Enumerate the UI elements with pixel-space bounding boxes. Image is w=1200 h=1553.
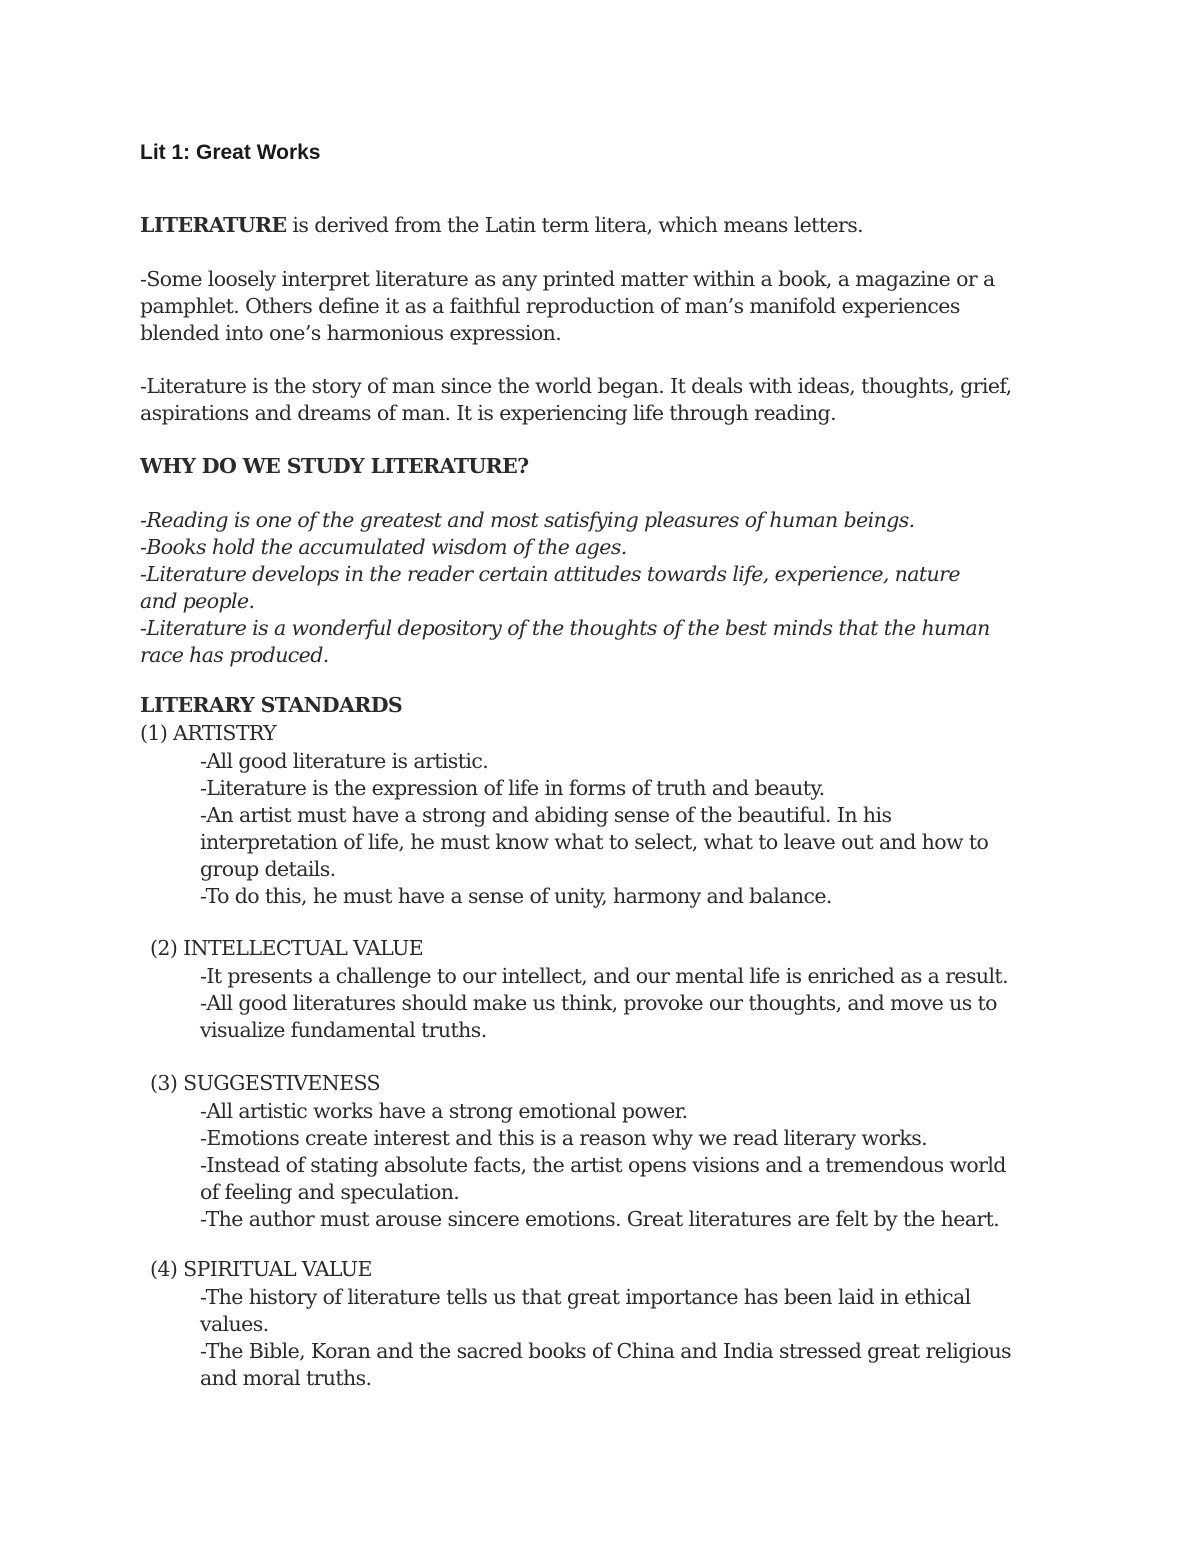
standard-line: group details.	[200, 857, 336, 881]
paragraph-story-of-man	[140, 373, 1070, 427]
standard-line: visualize fundamental truths.	[200, 1018, 487, 1042]
standard-line: interpretation of life, he must know what to select, what to leave out and how to	[200, 830, 989, 854]
standard-heading-spiritual-value: (4) SPIRITUAL VALUE	[150, 1257, 372, 1281]
standard-line: -Instead of stating absolute facts, the artist opens visions and a tremendous world	[200, 1153, 1006, 1177]
standard-line: -It presents a challenge to our intellect, and our mental life is enriched as a result.	[200, 964, 1008, 988]
standard-line: -Literature is the expression of life in forms of truth and beauty.	[200, 776, 825, 800]
standard-spiritual-lines	[200, 1284, 1080, 1392]
paragraph-interpretation	[140, 266, 1070, 347]
standard-line: -To do this, he must have a sense of unity, harmony and balance.	[200, 884, 832, 908]
standard-heading-suggestiveness: (3) SUGGESTIVENESS	[150, 1071, 381, 1095]
standard-line: -All artistic works have a strong emotional power.	[200, 1099, 688, 1123]
standard-line: -The Bible, Koran and the sacred books of China and India stressed great religious	[200, 1339, 1011, 1363]
paragraph-line: -Literature is the story of man since the world began. It deals with ideas, thoughts, grief,	[140, 374, 1012, 398]
why-line: and people.	[140, 589, 255, 613]
why-line: -Literature is a wonderful depository of the thoughts of the best minds that the human	[140, 616, 990, 640]
standard-artistry-lines	[200, 748, 1080, 910]
definition-text: is derived from the Latin term litera, which means letters.	[286, 213, 864, 237]
literary-standards-heading: LITERARY STANDARDS	[140, 693, 403, 717]
standard-line: -All good literatures should make us think, provoke our thoughts, and move us to	[200, 991, 997, 1015]
standard-line: values.	[200, 1312, 269, 1336]
paragraph-line: -Some loosely interpret literature as any printed matter within a book, a magazine or a	[140, 267, 995, 291]
standard-line: -All good literature is artistic.	[200, 749, 489, 773]
paragraph-line: aspirations and dreams of man. It is experiencing life through reading.	[140, 401, 836, 425]
standard-line: -The history of literature tells us that great importance has been laid in ethical	[200, 1285, 971, 1309]
term-literature: LITERATURE	[140, 213, 287, 237]
standard-intellectual-lines	[200, 963, 1080, 1044]
why-line: race has produced.	[140, 643, 329, 667]
document-title: Lit 1: Great Works	[140, 141, 321, 164]
standard-line: and moral truths.	[200, 1366, 372, 1390]
standard-suggestiveness-lines	[200, 1098, 1080, 1233]
why-line: -Reading is one of the greatest and most satisfying pleasures of human beings.	[140, 508, 915, 532]
standard-line: of feeling and speculation.	[200, 1180, 460, 1204]
why-study-heading: WHY DO WE STUDY LITERATURE?	[140, 454, 529, 478]
standard-heading-intellectual-value: (2) INTELLECTUAL VALUE	[150, 936, 424, 960]
why-study-list	[140, 507, 1070, 669]
paragraph-line: blended into one’s harmonious expression.	[140, 321, 562, 345]
why-line: -Books hold the accumulated wisdom of the ages.	[140, 535, 627, 559]
standard-heading-artistry: (1) ARTISTRY	[140, 721, 277, 745]
standard-line: -Emotions create interest and this is a reason why we read literary works.	[200, 1126, 928, 1150]
standard-line: -The author must arouse sincere emotions. Great literatures are felt by the heart.	[200, 1207, 1000, 1231]
why-line: -Literature develops in the reader certain attitudes towards life, experience, nature	[140, 562, 960, 586]
standard-line: -An artist must have a strong and abiding sense of the beautiful. In his	[200, 803, 892, 827]
paragraph-line: pamphlet. Others define it as a faithful reproduction of man’s manifold experiences	[140, 294, 960, 318]
intro-definition	[140, 212, 1070, 239]
